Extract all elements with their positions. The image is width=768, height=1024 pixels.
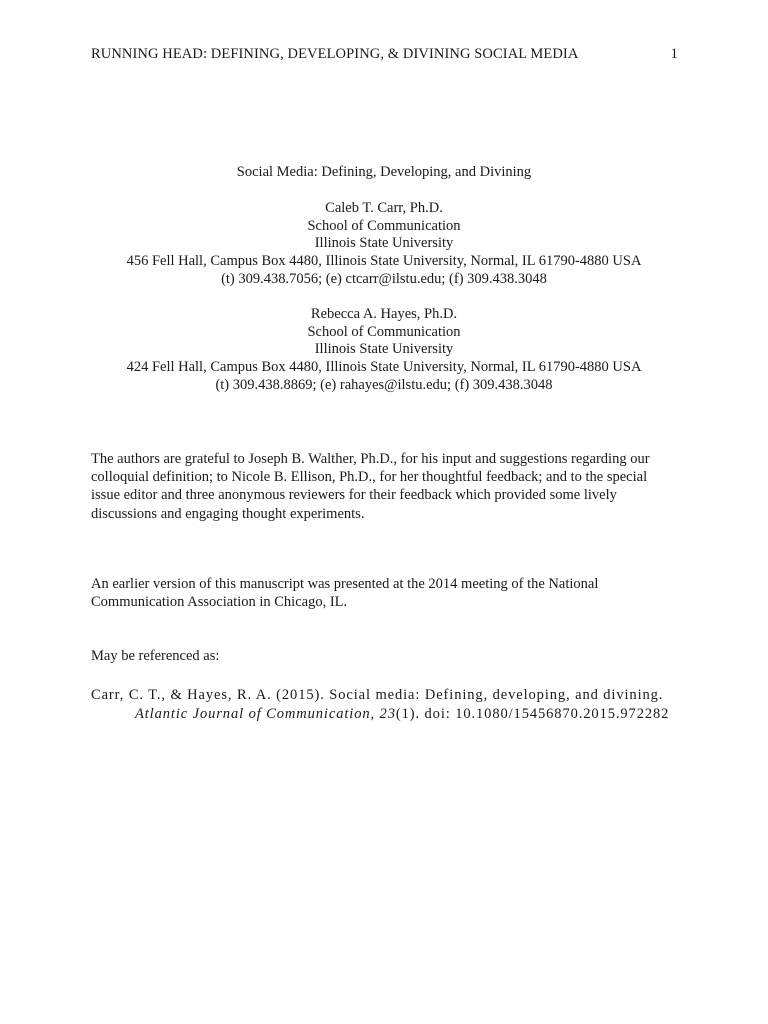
- running-head-text: RUNNING HEAD: DEFINING, DEVELOPING, & DIVINING SOCIAL MEDIA: [91, 46, 579, 62]
- acknowledgments-line: discussions and engaging thought experiments.: [91, 505, 365, 522]
- acknowledgments-line: The authors are grateful to Joseph B. Walther, Ph.D., for his input and suggestions regarding our: [91, 451, 650, 467]
- author-department: School of Communication: [307, 217, 461, 234]
- may-be-referenced-text: May be referenced as:: [91, 648, 220, 664]
- acknowledgments-paragraph: [91, 450, 681, 523]
- page-number: 1: [670, 46, 678, 62]
- citation-line-1: Carr, C. T., & Hayes, R. A. (2015). Social media: Defining, developing, and divining.: [91, 687, 664, 703]
- author-university: Illinois State University: [314, 341, 454, 358]
- citation-issue-doi: (1). doi: 10.1080/15456870.2015.972282: [395, 706, 670, 722]
- author-contact: (t) 309.438.8869; (e) rahayes@ilstu.edu; (f) 309.438.3048: [215, 376, 553, 393]
- citation-line-2: [91, 705, 691, 724]
- acknowledgments-line: issue editor and three anonymous reviewers for their feedback which provided some lively: [91, 487, 617, 504]
- author-address: 456 Fell Hall, Campus Box 4480, Illinois State University, Normal, IL 61790-4880 USA: [126, 253, 642, 270]
- author-address: 424 Fell Hall, Campus Box 4480, Illinois State University, Normal, IL 61790-4880 USA: [126, 359, 642, 376]
- acknowledgments-line: colloquial definition; to Nicole B. Ellison, Ph.D., for her thoughtful feedback; and to the special: [91, 469, 648, 486]
- author-contact: (t) 309.438.7056; (e) ctcarr@ilstu.edu; (f) 309.438.3048: [221, 270, 547, 287]
- author-block-2: [0, 306, 768, 395]
- author-block-1: [0, 200, 768, 289]
- author-department: School of Communication: [307, 323, 461, 340]
- citation: [91, 686, 691, 724]
- running-head: [91, 46, 678, 63]
- may-be-referenced-label: [91, 647, 681, 665]
- paper-title: [0, 164, 768, 182]
- citation-journal: Atlantic Journal of Communication, 23: [135, 706, 396, 722]
- author-university: Illinois State University: [314, 235, 454, 252]
- earlier-version-line: An earlier version of this manuscript was presented at the 2014 meeting of the National: [91, 576, 599, 592]
- title-text: Social Media: Defining, Developing, and Divining: [236, 164, 532, 180]
- author-name: Caleb T. Carr, Ph.D.: [325, 200, 443, 216]
- earlier-version-paragraph: [91, 575, 681, 611]
- author-name: Rebecca A. Hayes, Ph.D.: [310, 306, 458, 322]
- earlier-version-line: Communication Association in Chicago, IL.: [91, 594, 348, 611]
